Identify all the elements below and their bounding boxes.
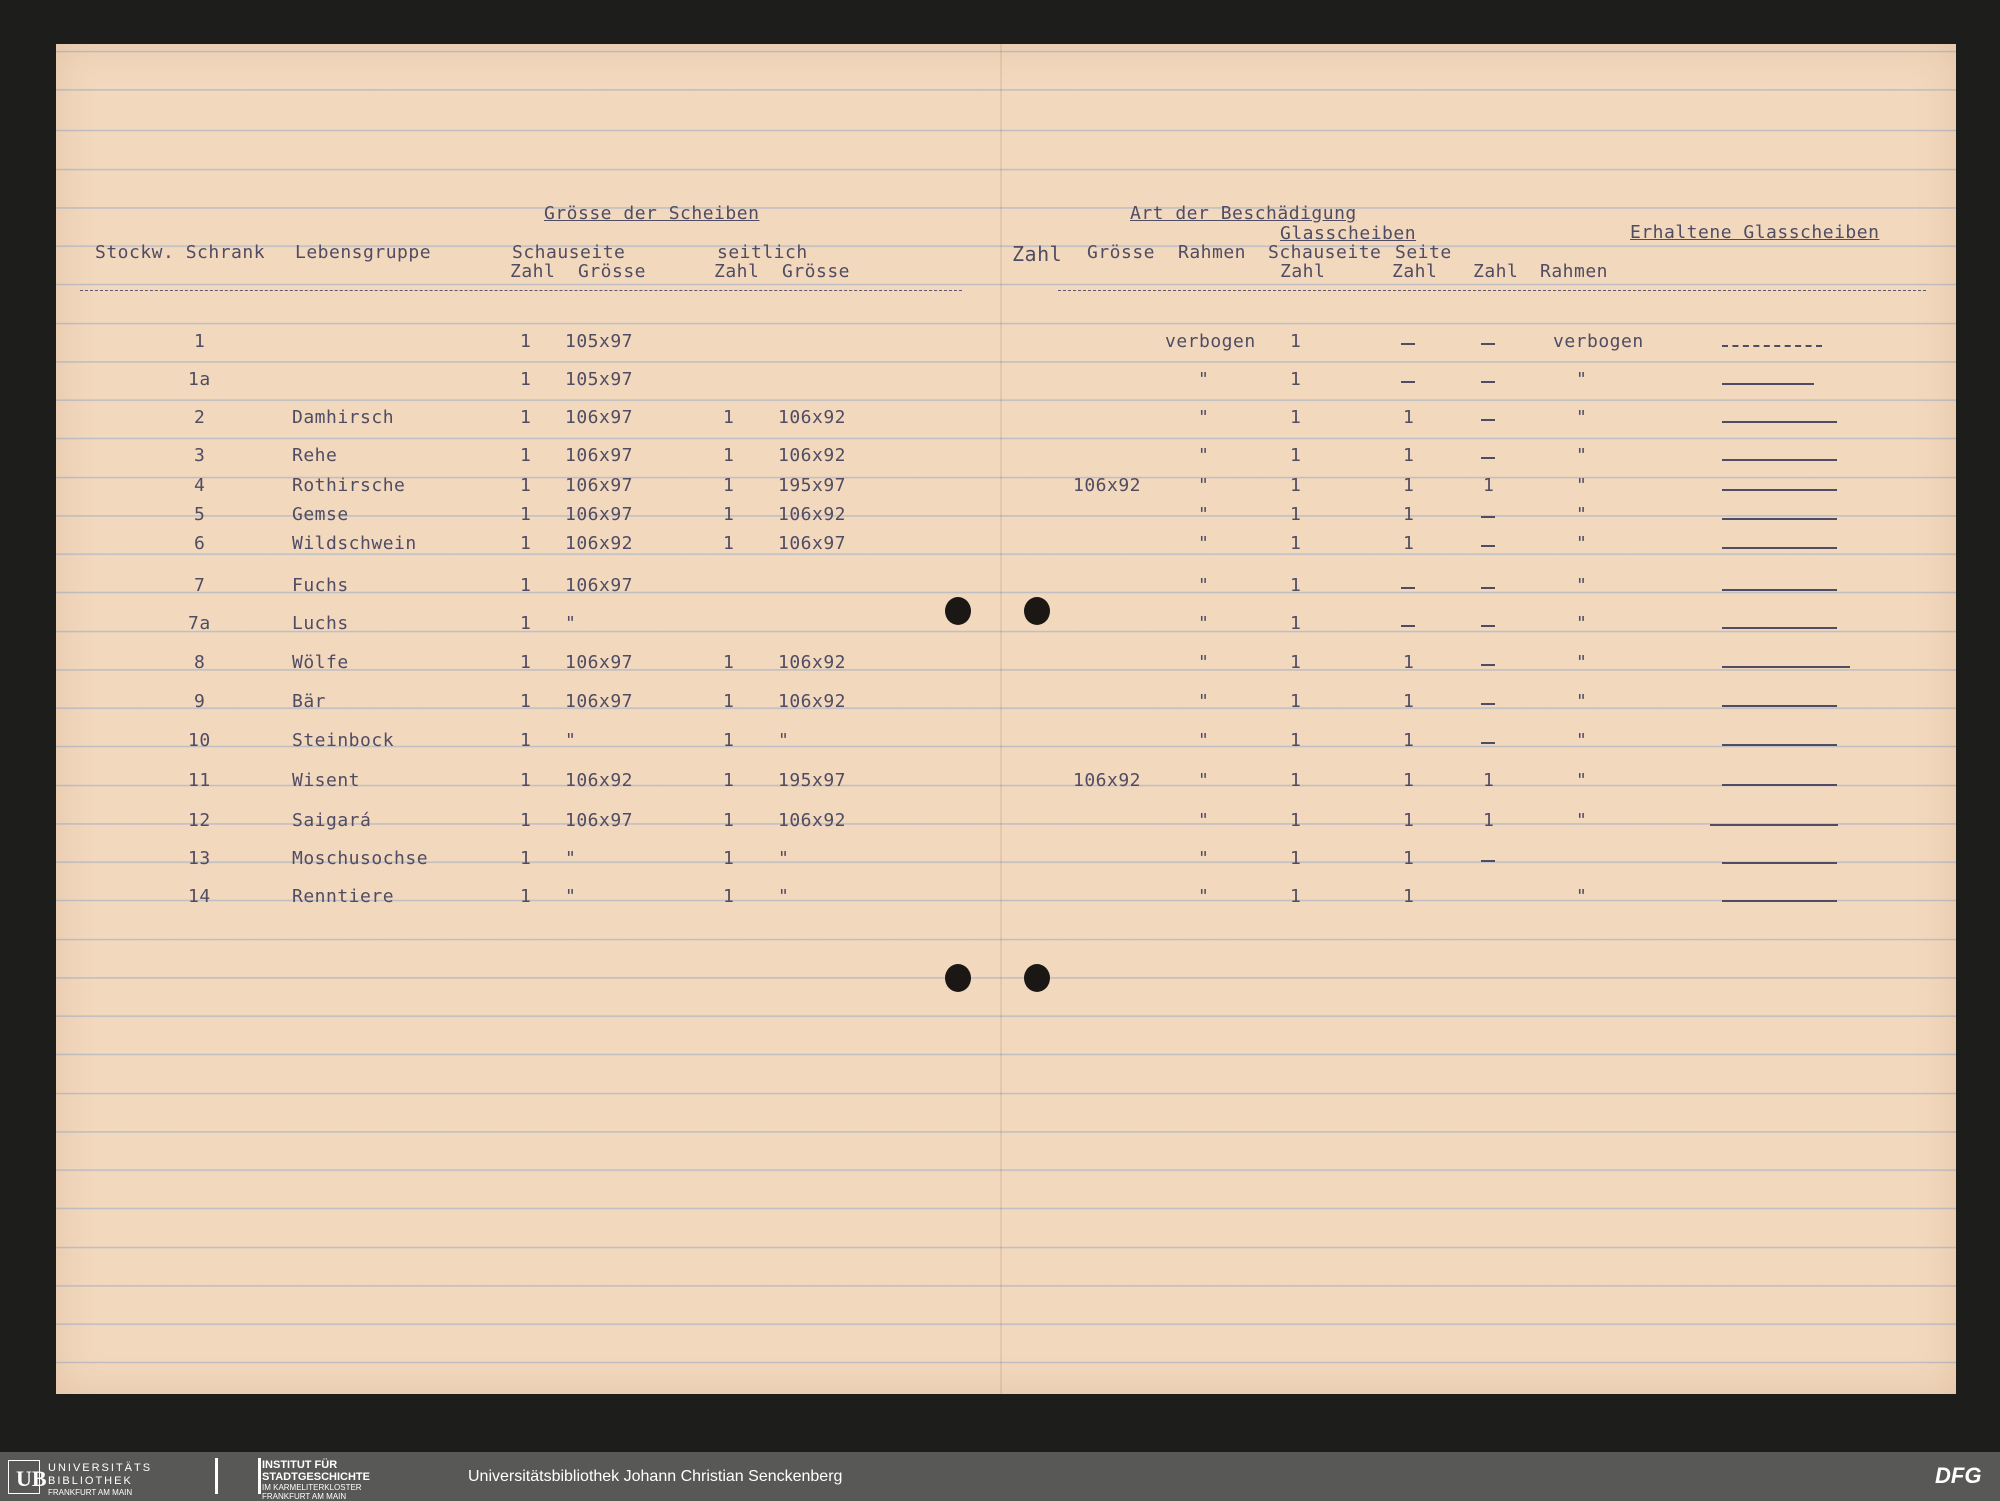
cell-glas-schauseite-zahl: 1 — [1290, 652, 1302, 673]
ub-logo: UB — [16, 1466, 47, 1491]
cell-schauseite-groesse: 106x97 — [565, 407, 634, 428]
erhalten-line — [1722, 627, 1837, 629]
header-zahl-seitlich: Zahl — [714, 261, 760, 282]
isg-line3: IM KARMELITERKLOSTER — [262, 1483, 362, 1492]
erhalten-line — [1710, 824, 1838, 826]
cell-glas-schauseite-zahl: 1 — [1290, 886, 1302, 907]
cell-erhalten-zahl-dash — [1481, 545, 1495, 547]
cell-beschaedigung-rahmen: " — [1198, 575, 1210, 596]
cell-beschaedigung-rahmen: verbogen — [1165, 331, 1256, 352]
cell-erhalten-rahmen: " — [1576, 445, 1588, 466]
cell-glas-seite-zahl: 1 — [1403, 533, 1415, 554]
header-zahl-erhalten: Zahl — [1473, 261, 1519, 282]
cell-schrank: 4 — [194, 475, 206, 496]
cell-glas-seite-zahl: 1 — [1403, 475, 1415, 496]
cell-glas-seite-zahl: 1 — [1403, 652, 1415, 673]
cell-schrank: 11 — [188, 770, 211, 791]
cell-lebensgruppe: Damhirsch — [292, 407, 395, 428]
cell-seitlich-zahl: 1 — [723, 770, 735, 791]
header-groesse-seitlich: Grösse — [782, 261, 851, 282]
header-stockw-schrank: Stockw. Schrank — [95, 242, 266, 263]
cell-glas-seite-zahl: 1 — [1403, 886, 1415, 907]
cell-erhalten-rahmen: " — [1576, 770, 1588, 791]
cell-lebensgruppe: Bär — [292, 691, 327, 712]
cell-erhalten-zahl-dash — [1481, 343, 1495, 345]
cell-erhalten-rahmen: " — [1576, 652, 1588, 673]
cell-schrank: 3 — [194, 445, 206, 466]
cell-glas-seite-zahl: 1 — [1403, 810, 1415, 831]
cell-schauseite-zahl: 1 — [520, 691, 532, 712]
cell-lebensgruppe: Wisent — [292, 770, 361, 791]
cell-beschaedigung-rahmen: " — [1198, 691, 1210, 712]
cell-glas-schauseite-zahl: 1 — [1290, 369, 1302, 390]
cell-glas-schauseite-zahl: 1 — [1290, 331, 1302, 352]
page-fold — [1000, 44, 1002, 1394]
cell-glas-schauseite-zahl: 1 — [1290, 533, 1302, 554]
cell-schrank: 10 — [188, 730, 211, 751]
cell-schauseite-zahl: 1 — [520, 475, 532, 496]
cell-glas-schauseite-zahl: 1 — [1290, 691, 1302, 712]
punch-hole — [945, 964, 971, 992]
header-lebensgruppe: Lebensgruppe — [295, 242, 432, 263]
cell-glas-seite-zahl-dash — [1401, 343, 1415, 345]
cell-glas-schauseite-zahl: 1 — [1290, 848, 1302, 869]
cell-erhalten-zahl-dash — [1481, 516, 1495, 518]
cell-glas-seite-zahl: 1 — [1403, 848, 1415, 869]
cell-beschaedigung-rahmen: " — [1198, 886, 1210, 907]
cell-erhalten-rahmen: verbogen — [1553, 331, 1644, 352]
cell-schrank: 7a — [188, 613, 211, 634]
cell-erhalten-zahl-dash — [1481, 587, 1495, 589]
cell-schauseite-zahl: 1 — [520, 613, 532, 634]
isg-line4: FRANKFURT AM MAIN — [262, 1492, 347, 1501]
cell-schrank: 2 — [194, 407, 206, 428]
cell-seitlich-zahl: 1 — [723, 730, 735, 751]
cell-seitlich-zahl: 1 — [723, 848, 735, 869]
cell-erhalten-rahmen: " — [1576, 369, 1588, 390]
cell-lebensgruppe: Wölfe — [292, 652, 349, 673]
erhalten-line — [1722, 459, 1837, 461]
cell-seitlich-groesse: 106x92 — [778, 504, 847, 525]
cell-erhalten-rahmen: " — [1576, 504, 1588, 525]
isg-line1: INSTITUT FÜR — [262, 1459, 338, 1471]
cell-seitlich-zahl: 1 — [723, 533, 735, 554]
cell-schauseite-zahl: 1 — [520, 407, 532, 428]
cell-erhalten-rahmen: " — [1576, 730, 1588, 751]
cell-lebensgruppe: Moschusochse — [292, 848, 429, 869]
cell-beschaedigung-groesse: 106x92 — [1073, 475, 1142, 496]
cell-seitlich-groesse: " — [778, 848, 790, 869]
cell-schauseite-zahl: 1 — [520, 504, 532, 525]
cell-seitlich-groesse: 106x92 — [778, 407, 847, 428]
header-rahmen-erhalten: Rahmen — [1540, 261, 1609, 282]
header-seite-glas: Seite — [1395, 242, 1452, 263]
ub-line3: FRANKFURT AM MAIN — [48, 1488, 133, 1497]
cell-erhalten-zahl-dash — [1481, 419, 1495, 421]
cell-schrank: 7 — [194, 575, 206, 596]
cell-schauseite-zahl: 1 — [520, 730, 532, 751]
cell-glas-seite-zahl: 1 — [1403, 504, 1415, 525]
cell-erhalten-rahmen: " — [1576, 475, 1588, 496]
cell-seitlich-groesse: 106x92 — [778, 691, 847, 712]
cell-schauseite-groesse: " — [565, 613, 577, 634]
header-zahl-glas-seite: Zahl — [1392, 261, 1438, 282]
ub-line2: BIBLIOTHEK — [48, 1475, 133, 1487]
cell-schauseite-zahl: 1 — [520, 575, 532, 596]
cell-seitlich-groesse: 106x92 — [778, 652, 847, 673]
header-groesse: Grösse — [578, 261, 647, 282]
header-groesse-der-scheiben: Grösse der Scheiben — [544, 203, 760, 224]
cell-beschaedigung-rahmen: " — [1198, 810, 1210, 831]
cell-schrank: 5 — [194, 504, 206, 525]
erhalten-line — [1722, 345, 1822, 347]
header-zahl: Zahl — [510, 261, 556, 282]
cell-schrank: 9 — [194, 691, 206, 712]
header-glasscheiben: Glasscheiben — [1280, 223, 1417, 244]
cell-lebensgruppe: Renntiere — [292, 886, 395, 907]
cell-beschaedigung-groesse: 106x92 — [1073, 770, 1142, 791]
isg-logo-mark — [215, 1458, 261, 1494]
cell-schrank: 1a — [188, 369, 211, 390]
cell-beschaedigung-rahmen: " — [1198, 848, 1210, 869]
cell-schauseite-groesse: 106x97 — [565, 475, 634, 496]
cell-schauseite-zahl: 1 — [520, 331, 532, 352]
erhalten-line — [1722, 383, 1814, 385]
cell-schauseite-zahl: 1 — [520, 810, 532, 831]
cell-glas-seite-zahl: 1 — [1403, 691, 1415, 712]
erhalten-line — [1722, 666, 1850, 668]
cell-schrank: 8 — [194, 652, 206, 673]
cell-glas-schauseite-zahl: 1 — [1290, 504, 1302, 525]
cell-seitlich-groesse: 106x97 — [778, 533, 847, 554]
erhalten-line — [1722, 705, 1837, 707]
cell-beschaedigung-rahmen: " — [1198, 613, 1210, 634]
header-rahmen: Rahmen — [1178, 242, 1247, 263]
cell-schauseite-zahl: 1 — [520, 652, 532, 673]
cell-beschaedigung-rahmen: " — [1198, 533, 1210, 554]
cell-beschaedigung-rahmen: " — [1198, 770, 1210, 791]
cell-schauseite-groesse: 106x97 — [565, 445, 634, 466]
cell-erhalten-rahmen: " — [1576, 886, 1588, 907]
cell-lebensgruppe: Rehe — [292, 445, 338, 466]
header-art-der-beschaedigung: Art der Beschädigung — [1130, 203, 1357, 224]
cell-beschaedigung-rahmen: " — [1198, 652, 1210, 673]
header-seitlich: seitlich — [717, 242, 808, 263]
cell-seitlich-groesse: 106x92 — [778, 810, 847, 831]
cell-beschaedigung-rahmen: " — [1198, 475, 1210, 496]
cell-seitlich-groesse: " — [778, 730, 790, 751]
cell-schauseite-groesse: " — [565, 848, 577, 869]
cell-schrank: 14 — [188, 886, 211, 907]
cell-seitlich-groesse: 195x97 — [778, 475, 847, 496]
cell-schauseite-zahl: 1 — [520, 770, 532, 791]
cell-beschaedigung-rahmen: " — [1198, 504, 1210, 525]
punch-hole — [1024, 597, 1050, 625]
header-schauseite-glas: Schauseite — [1268, 242, 1382, 263]
header-zahl-beschaedigung: Zahl — [1012, 242, 1063, 266]
header-zahl-glas-schau: Zahl — [1280, 261, 1326, 282]
cell-beschaedigung-rahmen: " — [1198, 369, 1210, 390]
erhalten-line — [1722, 744, 1837, 746]
cell-glas-schauseite-zahl: 1 — [1290, 770, 1302, 791]
cell-schauseite-groesse: " — [565, 886, 577, 907]
cell-schauseite-groesse: 105x97 — [565, 331, 634, 352]
cell-schauseite-groesse: 106x97 — [565, 504, 634, 525]
erhalten-line — [1722, 518, 1837, 520]
cell-seitlich-zahl: 1 — [723, 475, 735, 496]
erhalten-line — [1722, 547, 1837, 549]
erhalten-line — [1722, 900, 1837, 902]
cell-lebensgruppe: Saigará — [292, 810, 372, 831]
erhalten-line — [1722, 489, 1837, 491]
header-schauseite: Schauseite — [512, 242, 626, 263]
cell-schauseite-zahl: 1 — [520, 445, 532, 466]
cell-glas-seite-zahl: 1 — [1403, 445, 1415, 466]
cell-glas-schauseite-zahl: 1 — [1290, 613, 1302, 634]
cell-seitlich-zahl: 1 — [723, 652, 735, 673]
cell-glas-schauseite-zahl: 1 — [1290, 730, 1302, 751]
cell-erhalten-rahmen: " — [1576, 691, 1588, 712]
cell-beschaedigung-rahmen: " — [1198, 407, 1210, 428]
cell-erhalten-rahmen: " — [1576, 575, 1588, 596]
cell-seitlich-zahl: 1 — [723, 407, 735, 428]
cell-schauseite-groesse: 106x97 — [565, 810, 634, 831]
cell-glas-schauseite-zahl: 1 — [1290, 575, 1302, 596]
cell-schauseite-zahl: 1 — [520, 533, 532, 554]
cell-erhalten-zahl: 1 — [1483, 770, 1495, 791]
cell-glas-seite-zahl-dash — [1401, 587, 1415, 589]
cell-glas-seite-zahl-dash — [1401, 625, 1415, 627]
cell-seitlich-zahl: 1 — [723, 691, 735, 712]
cell-glas-schauseite-zahl: 1 — [1290, 810, 1302, 831]
cell-lebensgruppe: Wildschwein — [292, 533, 417, 554]
cell-erhalten-rahmen: " — [1576, 810, 1588, 831]
cell-erhalten-zahl-dash — [1481, 664, 1495, 666]
cell-erhalten-zahl-dash — [1481, 625, 1495, 627]
cell-schrank: 6 — [194, 533, 206, 554]
erhalten-line — [1722, 862, 1837, 864]
cell-schauseite-groesse: 105x97 — [565, 369, 634, 390]
cell-seitlich-groesse: " — [778, 886, 790, 907]
cell-seitlich-groesse: 195x97 — [778, 770, 847, 791]
erhalten-line — [1722, 421, 1837, 423]
footer-library-name: Universitätsbibliothek Johann Christian Senckenberg — [468, 1468, 843, 1485]
cell-erhalten-rahmen: " — [1576, 407, 1588, 428]
punch-hole — [945, 597, 971, 625]
cell-erhalten-zahl-dash — [1481, 381, 1495, 383]
cell-schauseite-groesse: 106x97 — [565, 575, 634, 596]
cell-glas-seite-zahl: 1 — [1403, 730, 1415, 751]
cell-beschaedigung-rahmen: " — [1198, 445, 1210, 466]
dfg-logo: DFG — [1935, 1463, 1982, 1488]
cell-glas-schauseite-zahl: 1 — [1290, 475, 1302, 496]
header-groesse-beschaedigung: Grösse — [1087, 242, 1156, 263]
cell-schauseite-groesse: 106x97 — [565, 691, 634, 712]
isg-line2: STADTGESCHICHTE — [262, 1471, 370, 1483]
cell-lebensgruppe: Luchs — [292, 613, 349, 634]
cell-schauseite-zahl: 1 — [520, 848, 532, 869]
cell-erhalten-zahl-dash — [1481, 860, 1495, 862]
cell-glas-seite-zahl: 1 — [1403, 770, 1415, 791]
cell-erhalten-zahl: 1 — [1483, 810, 1495, 831]
erhalten-line — [1722, 589, 1837, 591]
cell-erhalten-zahl-dash — [1481, 703, 1495, 705]
header-erhaltene-glasscheiben: Erhaltene Glasscheiben — [1630, 222, 1880, 243]
header-rule-left — [80, 290, 962, 291]
cell-erhalten-rahmen: " — [1576, 613, 1588, 634]
cell-lebensgruppe: Gemse — [292, 504, 349, 525]
cell-erhalten-zahl-dash — [1481, 742, 1495, 744]
cell-seitlich-zahl: 1 — [723, 886, 735, 907]
cell-erhalten-zahl: 1 — [1483, 475, 1495, 496]
cell-schrank: 1 — [194, 331, 206, 352]
cell-erhalten-rahmen: " — [1576, 533, 1588, 554]
ub-line1: UNIVERSITÄTS — [48, 1462, 153, 1474]
cell-glas-seite-zahl: 1 — [1403, 407, 1415, 428]
cell-schauseite-groesse: " — [565, 730, 577, 751]
cell-beschaedigung-rahmen: " — [1198, 730, 1210, 751]
cell-seitlich-zahl: 1 — [723, 445, 735, 466]
cell-glas-seite-zahl-dash — [1401, 381, 1415, 383]
cell-schrank: 13 — [188, 848, 211, 869]
cell-seitlich-zahl: 1 — [723, 504, 735, 525]
cell-glas-schauseite-zahl: 1 — [1290, 445, 1302, 466]
cell-lebensgruppe: Steinbock — [292, 730, 395, 751]
cell-seitlich-groesse: 106x92 — [778, 445, 847, 466]
cell-lebensgruppe: Fuchs — [292, 575, 349, 596]
cell-schauseite-zahl: 1 — [520, 886, 532, 907]
cell-schauseite-groesse: 106x92 — [565, 533, 634, 554]
header-rule-right — [1058, 290, 1926, 291]
cell-schauseite-zahl: 1 — [520, 369, 532, 390]
cell-schauseite-groesse: 106x92 — [565, 770, 634, 791]
punch-hole — [1024, 964, 1050, 992]
cell-schrank: 12 — [188, 810, 211, 831]
cell-glas-schauseite-zahl: 1 — [1290, 407, 1302, 428]
cell-schauseite-groesse: 106x97 — [565, 652, 634, 673]
erhalten-line — [1722, 784, 1837, 786]
cell-erhalten-zahl-dash — [1481, 457, 1495, 459]
cell-seitlich-zahl: 1 — [723, 810, 735, 831]
cell-lebensgruppe: Rothirsche — [292, 475, 406, 496]
